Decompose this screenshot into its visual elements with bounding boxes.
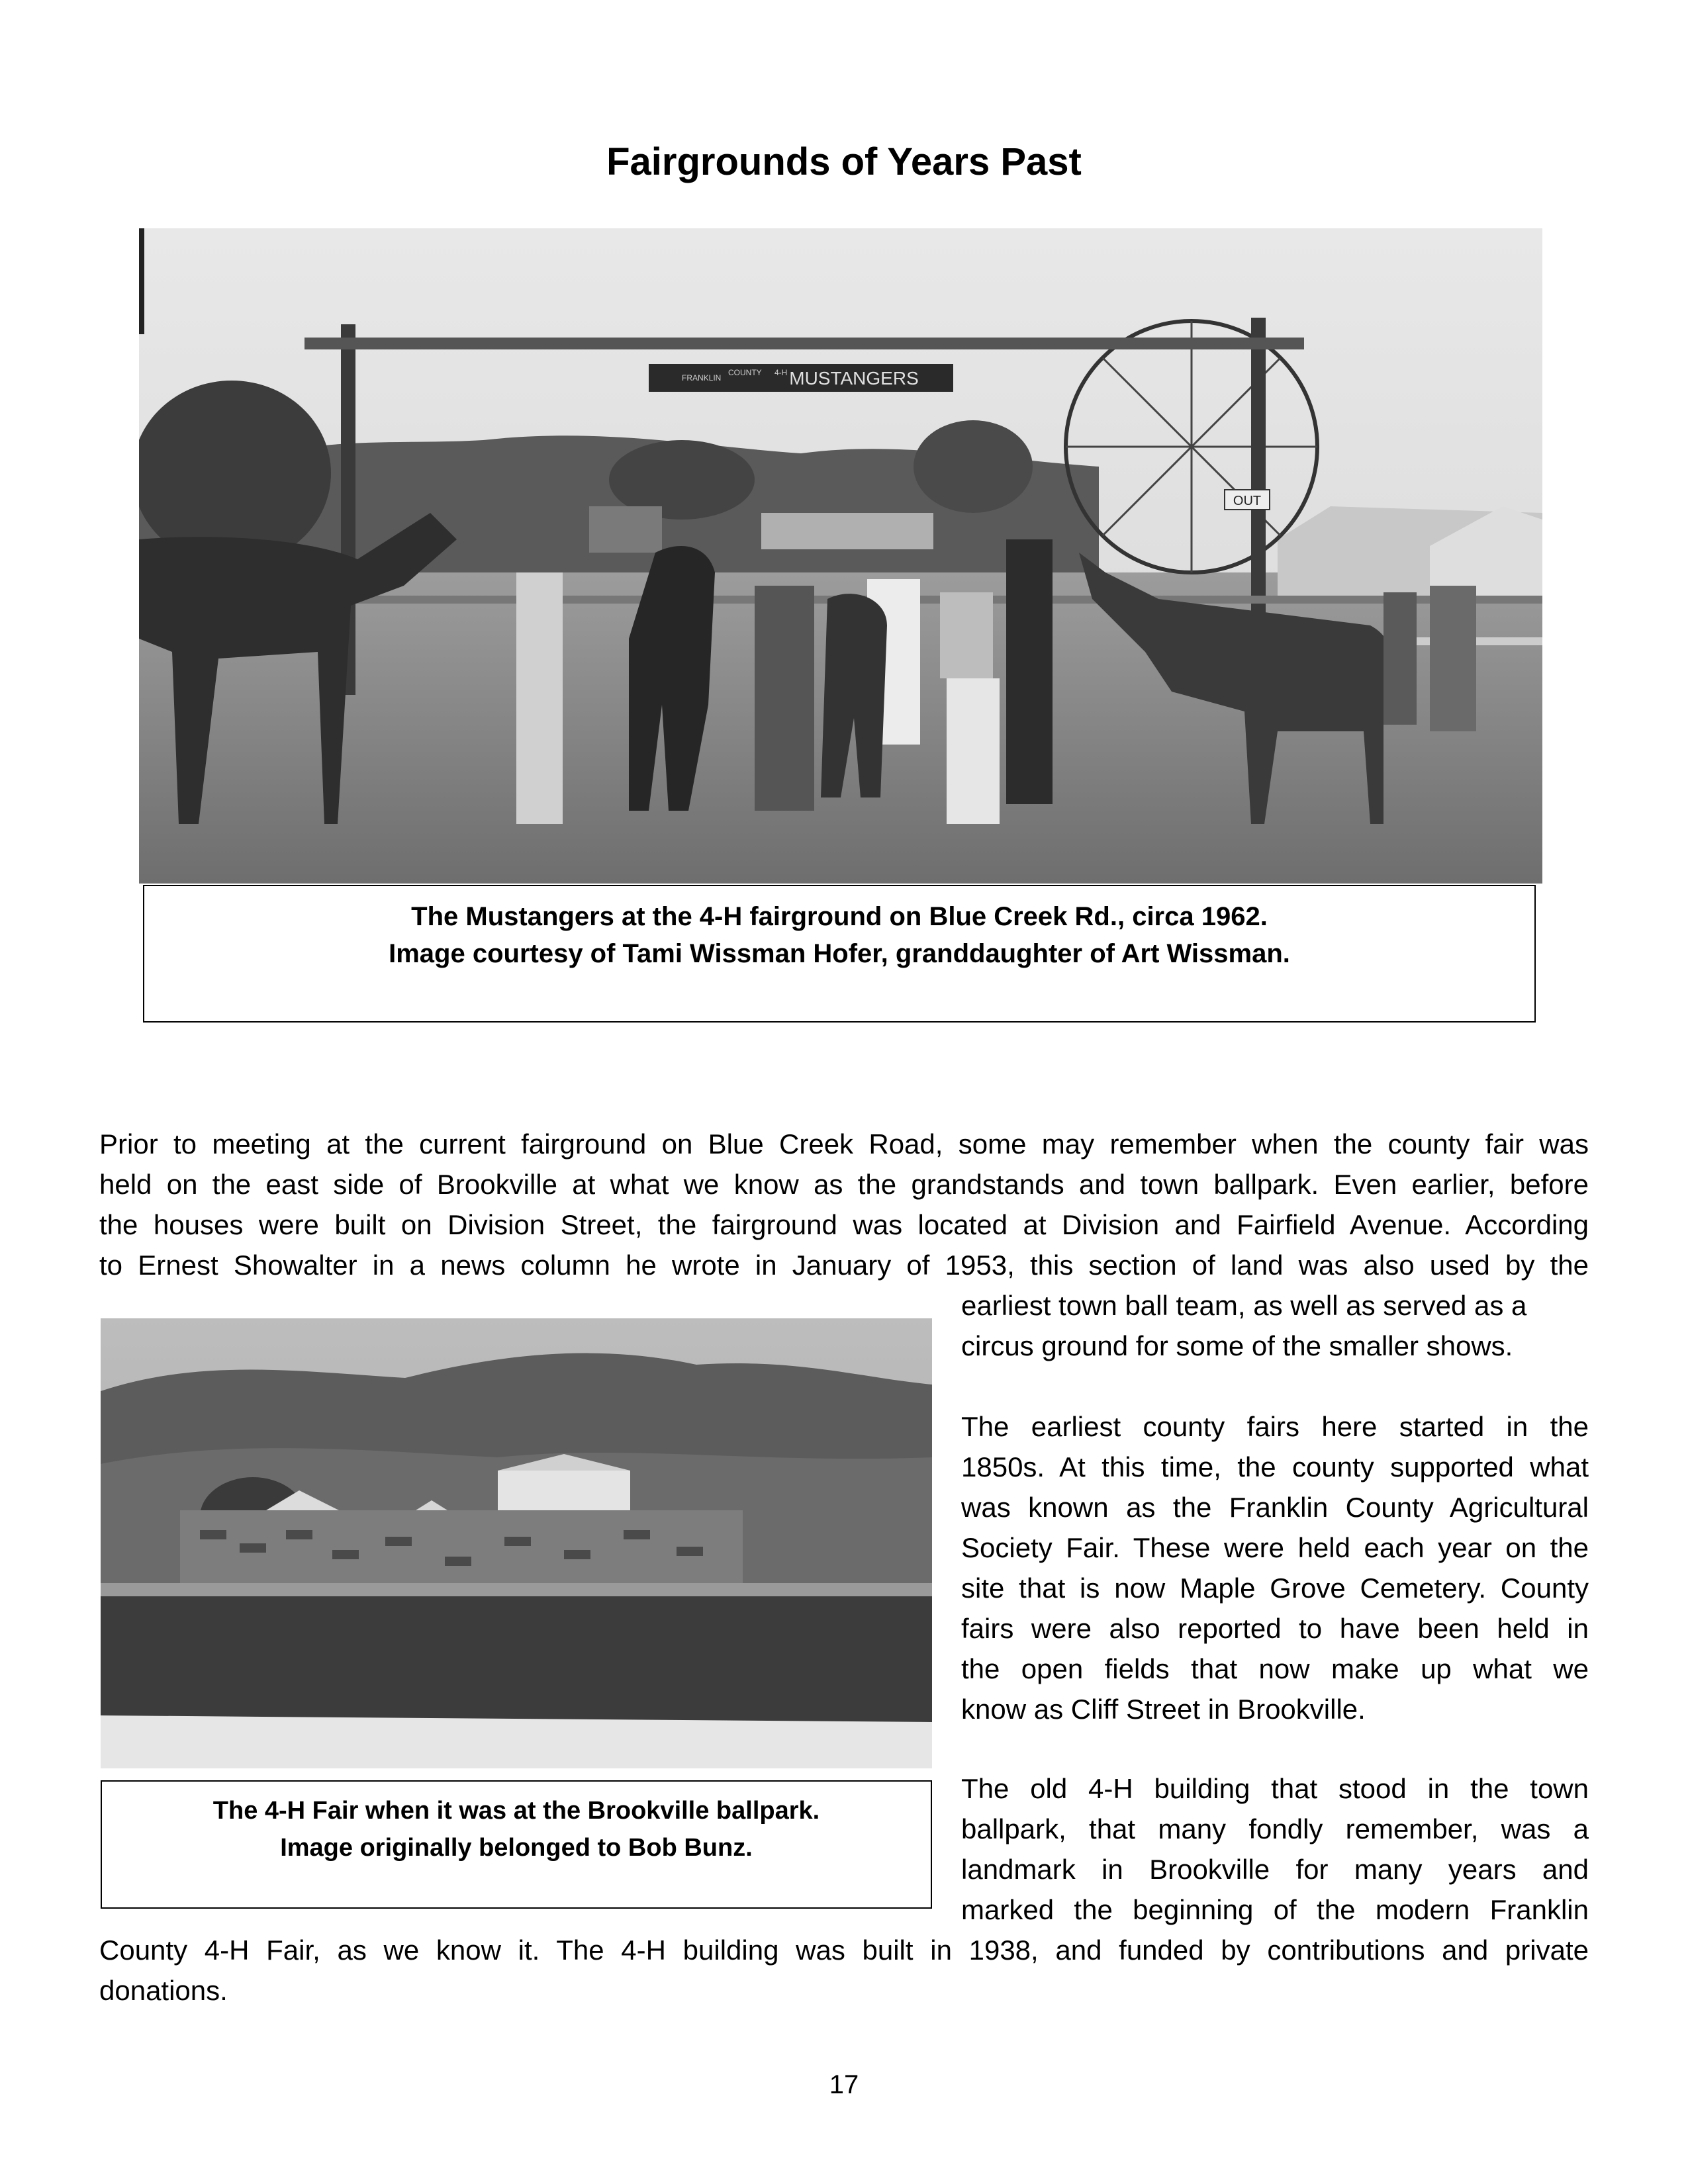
paragraph-3 (961, 1768, 1589, 1930)
ballpark-photo-illustration (101, 1318, 932, 1768)
text-line: landmark in Brookville for many years and (961, 1854, 1589, 1885)
out-sign-text: OUT (1233, 494, 1262, 508)
text-line: 1850s. At this time, the county supported what (961, 1451, 1589, 1482)
text-line: was known as the Franklin County Agricultural (961, 1492, 1589, 1523)
ballpark-photo (101, 1318, 932, 1768)
text-line: earliest town ball team, as well as served as a (961, 1290, 1527, 1321)
paragraph-2 (961, 1406, 1589, 1729)
paragraph-1-continued (961, 1285, 1589, 1366)
banner-small-2: COUNTY (728, 368, 762, 377)
paragraph-3-bottom (99, 1930, 1589, 2011)
text-line: Society Fair. These were held each year on the (961, 1532, 1589, 1563)
text-line: The earliest county fairs here started in the (961, 1411, 1589, 1442)
mustangers-caption-box (143, 885, 1536, 1023)
text-line: the open fields that now make up what we (961, 1653, 1589, 1684)
page-title: Fairgrounds of Years Past (606, 140, 1082, 183)
text-line: know as Cliff Street in Brookville. (961, 1694, 1366, 1725)
text-line: marked the beginning of the modern Franklin (961, 1894, 1589, 1925)
mustangers-photo (139, 228, 1542, 884)
ballpark-caption-line2: Image originally belonged to Bob Bunz. (280, 1834, 753, 1862)
text-line: to Ernest Showalter in a news column he wrote in January of 1953, this section of land was also used by the (99, 1250, 1589, 1281)
mustangers-caption-line2: Image courtesy of Tami Wissman Hofer, granddaughter of Art Wissman. (389, 939, 1290, 968)
text-line: circus ground for some of the smaller shows. (961, 1330, 1513, 1361)
text-line: County 4-H Fair, as we know it. The 4-H building was built in 1938, and funded by contributions and private (99, 1934, 1589, 1966)
banner-small-3: 4-H (774, 368, 788, 377)
paragraph-1-top (99, 1124, 1589, 1285)
mustangers-photo-illustration (139, 228, 1542, 884)
text-line: site that is now Maple Grove Cemetery. County (961, 1572, 1589, 1604)
text-line: ballpark, that many fondly remember, was a (961, 1813, 1589, 1844)
text-line: Prior to meeting at the current fairground on Blue Creek Road, some may remember when the county fair was (99, 1128, 1589, 1160)
ballpark-caption-box (101, 1780, 932, 1909)
ballpark-caption-line1: The 4-H Fair when it was at the Brookville ballpark. (212, 1797, 820, 1825)
text-line: held on the east side of Brookville at what we know as the grandstands and town ballpark. Even earlier, before (99, 1169, 1589, 1200)
mustangers-caption-line1: The Mustangers at the 4-H fairground on Blue Creek Rd., circa 1962. (411, 902, 1268, 931)
text-line: donations. (99, 1975, 228, 2006)
banner-small-1: FRANKLIN (682, 373, 722, 383)
banner-text: MUSTANGERS (789, 368, 919, 388)
text-line: fairs were also reported to have been held in (961, 1613, 1589, 1644)
text-line: the houses were built on Division Street, the fairground was located at Division and Fairfield Avenue. According (99, 1209, 1589, 1240)
text-line: The old 4-H building that stood in the town (961, 1773, 1589, 1804)
page-number: 17 (829, 2070, 859, 2099)
